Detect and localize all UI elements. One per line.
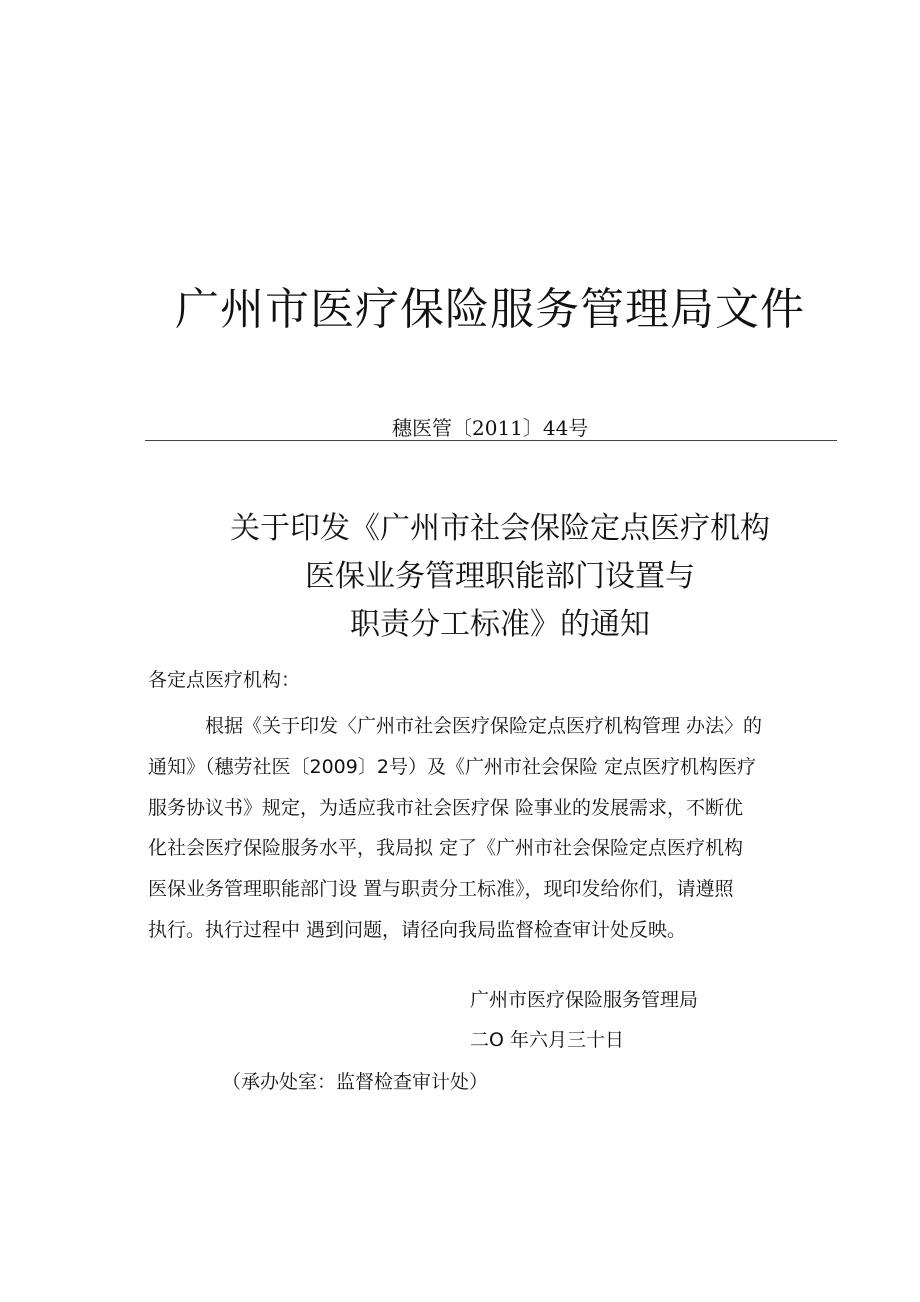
- notice-title-line: 关于印发《广州市社会保险定点医疗机构: [230, 511, 770, 546]
- document-number: 穗医管〔2011〕44号: [392, 416, 589, 440]
- header-divider: [145, 440, 837, 441]
- body-line: 通知》（穗劳社医〔2009〕2号）及《广州市社会保险 定点医疗机构医疗: [148, 755, 756, 778]
- body-line: 服务协议书》规定，为适应我市社会医疗保 险事业的发展需求，不断优: [148, 796, 744, 819]
- body-paragraph: [148, 706, 762, 951]
- signing-authority: 广州市医疗保险服务管理局: [470, 989, 699, 1011]
- salutation: 各定点医疗机构：: [148, 669, 301, 691]
- notice-title: [110, 505, 890, 649]
- body-line: 执行。执行过程中 遇到问题，请径向我局监督检查审计处反映。: [148, 918, 687, 941]
- handling-office: （承办处室：监督检查审计处）: [222, 1071, 489, 1093]
- body-line: 根据《关于印发〈广州市社会医疗保险定点医疗机构管理 办法〉的: [205, 715, 763, 737]
- notice-title-line: 职责分工标准》的通知: [350, 607, 650, 642]
- body-line: 医保业务管理职能部门设 置与职责分工标准》，现印发给你们，请遵照: [148, 878, 734, 901]
- issue-date: 二O 年六月三十日: [470, 1029, 624, 1051]
- document-header-title: 广州市医疗保险服务管理局文件: [175, 284, 805, 335]
- body-line: 化社会医疗保险服务水平，我局拟 定了《广州市社会保险定点医疗机构: [148, 837, 744, 860]
- notice-title-line: 医保业务管理职能部门设置与: [305, 559, 695, 594]
